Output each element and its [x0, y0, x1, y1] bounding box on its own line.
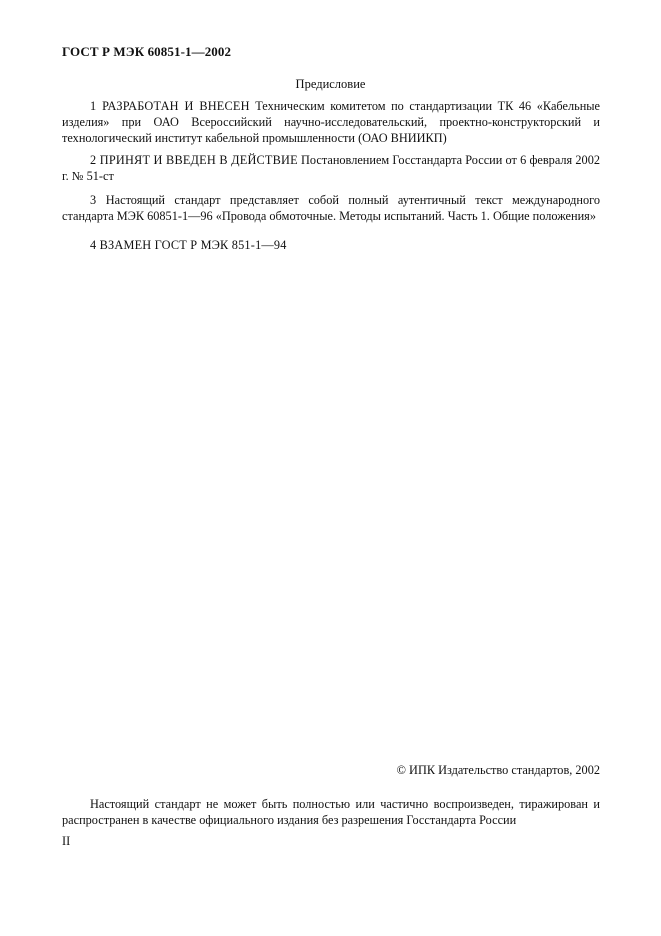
copyright-notice: © ИПК Издательство стандартов, 2002: [396, 763, 600, 777]
foreword-item-2: [62, 152, 600, 184]
foreword-item-3: [62, 192, 600, 224]
foreword-item-3-lead: 3: [90, 193, 97, 207]
foreword-item-1-text: Техническим комитетом по стандартизации ТК 46 «Кабельные изделия» при ОАО Всероссийский научно-исследовательский, проектно-конструкторский и технологический институт кабельной промышленности (ОАО ВНИИКП): [62, 99, 600, 145]
foreword-item-1-lead: 1 РАЗРАБОТАН И ВНЕСЕН: [90, 99, 250, 113]
foreword-item-4-lead: 4 ВЗАМЕН ГОСТ Р МЭК 851-1—94: [90, 238, 287, 252]
reproduction-notice: Настоящий стандарт не может быть полностью или частично воспроизведен, тиражирован и распространен в качестве официального издания без разрешения Госстандарта России: [62, 797, 600, 827]
foreword-item-2-lead: 2 ПРИНЯТ И ВВЕДЕН В ДЕЙСТВИЕ: [90, 153, 298, 167]
foreword-item-1: [62, 98, 600, 146]
foreword-item-4: [62, 237, 600, 253]
page-number: II: [62, 834, 71, 848]
foreword-item-3-text: Настоящий стандарт представляет собой полный аутентичный текст международного стандарта МЭК 60851-1—96 «Провода обмоточные. Методы испытаний. Часть 1. Общие положения»: [62, 193, 600, 223]
foreword-title: Предисловие: [295, 77, 366, 91]
foreword-item-2-text: Постановлением Госстандарта России от 6 февраля 2002 г. № 51-ст: [62, 153, 600, 183]
document-header: ГОСТ Р МЭК 60851-1—2002: [62, 44, 232, 59]
